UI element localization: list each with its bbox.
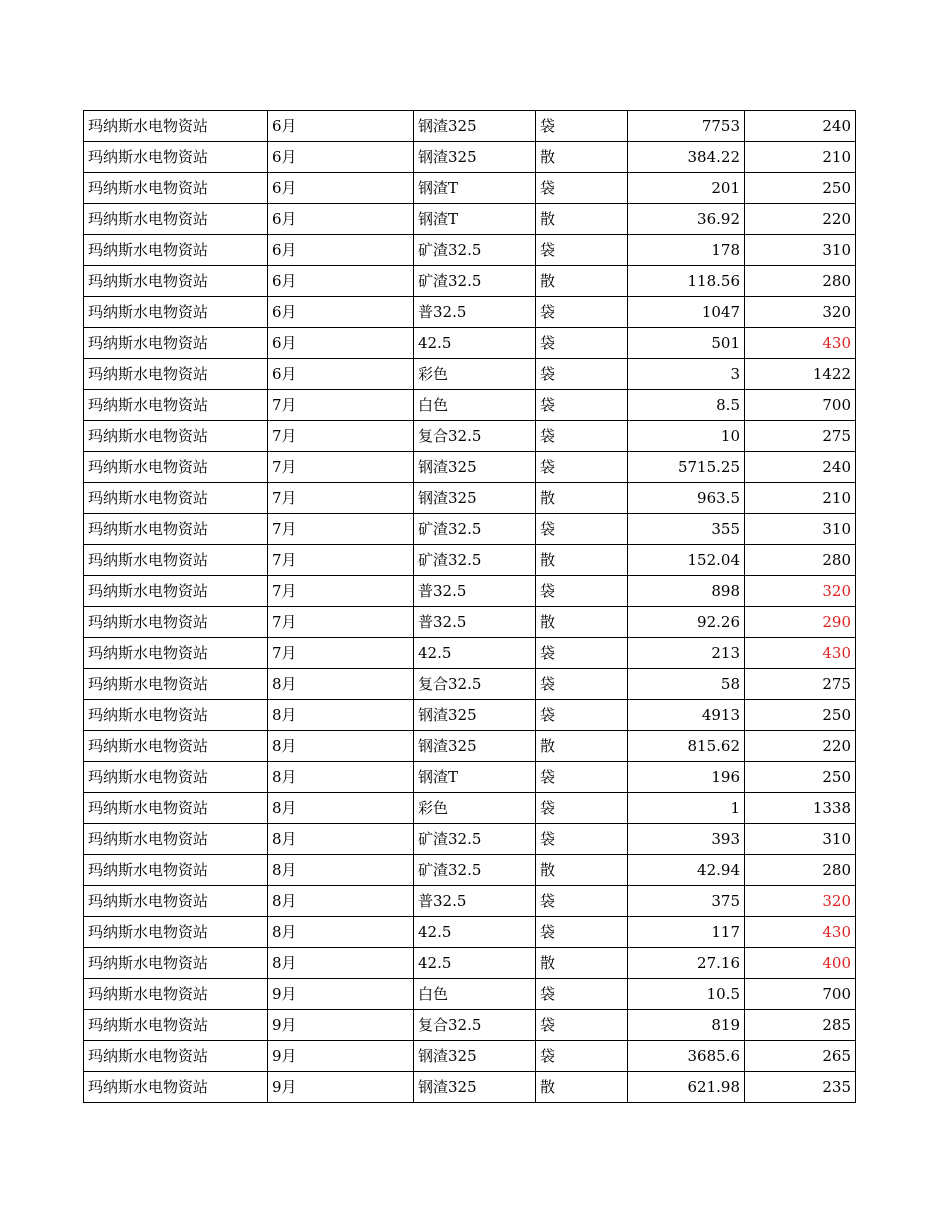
product-cell: 普32.5: [414, 886, 536, 917]
quantity-cell: 10.5: [628, 979, 745, 1010]
month-cell: 9月: [268, 979, 414, 1010]
pack-cell: 袋: [536, 390, 628, 421]
quantity-cell: 355: [628, 514, 745, 545]
product-cell: 钢渣325: [414, 452, 536, 483]
table-row: [84, 886, 856, 917]
table-row: [84, 979, 856, 1010]
price-cell: 275: [745, 421, 856, 452]
product-cell: 普32.5: [414, 297, 536, 328]
product-cell: 钢渣325: [414, 142, 536, 173]
month-cell: 7月: [268, 576, 414, 607]
table-row: [84, 390, 856, 421]
month-cell: 8月: [268, 762, 414, 793]
product-cell: 彩色: [414, 793, 536, 824]
table-row: [84, 948, 856, 979]
product-cell: 钢渣325: [414, 111, 536, 142]
table-row: [84, 111, 856, 142]
quantity-cell: 898: [628, 576, 745, 607]
month-cell: 7月: [268, 607, 414, 638]
station-cell: 玛纳斯水电物资站: [84, 886, 268, 917]
month-cell: 6月: [268, 266, 414, 297]
pack-cell: 袋: [536, 824, 628, 855]
station-cell: 玛纳斯水电物资站: [84, 762, 268, 793]
quantity-cell: 815.62: [628, 731, 745, 762]
price-cell: 430: [745, 917, 856, 948]
price-cell: 220: [745, 731, 856, 762]
quantity-cell: 375: [628, 886, 745, 917]
product-cell: 钢渣325: [414, 1041, 536, 1072]
station-cell: 玛纳斯水电物资站: [84, 328, 268, 359]
quantity-cell: 58: [628, 669, 745, 700]
station-cell: 玛纳斯水电物资站: [84, 204, 268, 235]
month-cell: 8月: [268, 917, 414, 948]
station-cell: 玛纳斯水电物资站: [84, 638, 268, 669]
table-row: [84, 142, 856, 173]
table-row: [84, 793, 856, 824]
pack-cell: 散: [536, 266, 628, 297]
quantity-cell: 8.5: [628, 390, 745, 421]
quantity-cell: 621.98: [628, 1072, 745, 1103]
quantity-cell: 117: [628, 917, 745, 948]
pack-cell: 散: [536, 483, 628, 514]
month-cell: 7月: [268, 483, 414, 514]
price-cell: 265: [745, 1041, 856, 1072]
product-cell: 钢渣T: [414, 762, 536, 793]
product-cell: 矿渣32.5: [414, 545, 536, 576]
price-cell: 280: [745, 266, 856, 297]
quantity-cell: 1: [628, 793, 745, 824]
month-cell: 6月: [268, 204, 414, 235]
month-cell: 7月: [268, 638, 414, 669]
pack-cell: 袋: [536, 452, 628, 483]
month-cell: 9月: [268, 1072, 414, 1103]
station-cell: 玛纳斯水电物资站: [84, 979, 268, 1010]
station-cell: 玛纳斯水电物资站: [84, 235, 268, 266]
table-row: [84, 359, 856, 390]
table-row: [84, 638, 856, 669]
product-cell: 白色: [414, 979, 536, 1010]
product-cell: 42.5: [414, 638, 536, 669]
product-cell: 白色: [414, 390, 536, 421]
price-cell: 240: [745, 452, 856, 483]
price-cell: 400: [745, 948, 856, 979]
table-row: [84, 328, 856, 359]
product-cell: 矿渣32.5: [414, 514, 536, 545]
station-cell: 玛纳斯水电物资站: [84, 669, 268, 700]
month-cell: 7月: [268, 390, 414, 421]
month-cell: 9月: [268, 1041, 414, 1072]
quantity-cell: 10: [628, 421, 745, 452]
product-cell: 复合32.5: [414, 421, 536, 452]
month-cell: 6月: [268, 111, 414, 142]
month-cell: 6月: [268, 173, 414, 204]
quantity-cell: 501: [628, 328, 745, 359]
price-cell: 285: [745, 1010, 856, 1041]
station-cell: 玛纳斯水电物资站: [84, 421, 268, 452]
price-cell: 250: [745, 173, 856, 204]
pack-cell: 袋: [536, 638, 628, 669]
product-cell: 矿渣32.5: [414, 235, 536, 266]
table-row: [84, 669, 856, 700]
price-cell: 320: [745, 886, 856, 917]
price-cell: 310: [745, 824, 856, 855]
pack-cell: 袋: [536, 111, 628, 142]
quantity-cell: 118.56: [628, 266, 745, 297]
price-cell: 290: [745, 607, 856, 638]
price-cell: 220: [745, 204, 856, 235]
month-cell: 6月: [268, 235, 414, 266]
pack-cell: 散: [536, 545, 628, 576]
price-cell: 310: [745, 514, 856, 545]
price-cell: 320: [745, 297, 856, 328]
quantity-cell: 196: [628, 762, 745, 793]
product-cell: 钢渣325: [414, 1072, 536, 1103]
table-row: [84, 266, 856, 297]
table-row: [84, 1010, 856, 1041]
quantity-cell: 152.04: [628, 545, 745, 576]
quantity-cell: 4913: [628, 700, 745, 731]
pack-cell: 袋: [536, 669, 628, 700]
product-cell: 42.5: [414, 948, 536, 979]
product-cell: 钢渣325: [414, 700, 536, 731]
month-cell: 9月: [268, 1010, 414, 1041]
product-cell: 矿渣32.5: [414, 855, 536, 886]
month-cell: 6月: [268, 142, 414, 173]
sales-table-body: [84, 111, 856, 1103]
pack-cell: 袋: [536, 173, 628, 204]
month-cell: 7月: [268, 514, 414, 545]
quantity-cell: 3: [628, 359, 745, 390]
price-cell: 235: [745, 1072, 856, 1103]
price-cell: 320: [745, 576, 856, 607]
quantity-cell: 5715.25: [628, 452, 745, 483]
station-cell: 玛纳斯水电物资站: [84, 297, 268, 328]
month-cell: 8月: [268, 855, 414, 886]
table-row: [84, 514, 856, 545]
table-row: [84, 235, 856, 266]
pack-cell: 袋: [536, 421, 628, 452]
quantity-cell: 36.92: [628, 204, 745, 235]
product-cell: 钢渣325: [414, 731, 536, 762]
station-cell: 玛纳斯水电物资站: [84, 142, 268, 173]
sales-table: [83, 110, 856, 1103]
pack-cell: 袋: [536, 297, 628, 328]
table-row: [84, 824, 856, 855]
station-cell: 玛纳斯水电物资站: [84, 1010, 268, 1041]
month-cell: 8月: [268, 793, 414, 824]
station-cell: 玛纳斯水电物资站: [84, 266, 268, 297]
station-cell: 玛纳斯水电物资站: [84, 1072, 268, 1103]
table-row: [84, 173, 856, 204]
quantity-cell: 963.5: [628, 483, 745, 514]
station-cell: 玛纳斯水电物资站: [84, 111, 268, 142]
pack-cell: 散: [536, 1072, 628, 1103]
station-cell: 玛纳斯水电物资站: [84, 731, 268, 762]
pack-cell: 袋: [536, 793, 628, 824]
pack-cell: 袋: [536, 1010, 628, 1041]
table-row: [84, 607, 856, 638]
price-cell: 240: [745, 111, 856, 142]
month-cell: 8月: [268, 731, 414, 762]
table-row: [84, 297, 856, 328]
station-cell: 玛纳斯水电物资站: [84, 917, 268, 948]
table-row: [84, 1072, 856, 1103]
month-cell: 7月: [268, 452, 414, 483]
price-cell: 280: [745, 855, 856, 886]
station-cell: 玛纳斯水电物资站: [84, 793, 268, 824]
month-cell: 8月: [268, 886, 414, 917]
month-cell: 6月: [268, 328, 414, 359]
pack-cell: 袋: [536, 1041, 628, 1072]
quantity-cell: 393: [628, 824, 745, 855]
pack-cell: 袋: [536, 886, 628, 917]
month-cell: 7月: [268, 421, 414, 452]
quantity-cell: 201: [628, 173, 745, 204]
station-cell: 玛纳斯水电物资站: [84, 173, 268, 204]
month-cell: 6月: [268, 297, 414, 328]
product-cell: 钢渣T: [414, 173, 536, 204]
station-cell: 玛纳斯水电物资站: [84, 1041, 268, 1072]
pack-cell: 散: [536, 142, 628, 173]
quantity-cell: 1047: [628, 297, 745, 328]
table-row: [84, 855, 856, 886]
station-cell: 玛纳斯水电物资站: [84, 824, 268, 855]
price-cell: 430: [745, 328, 856, 359]
table-row: [84, 421, 856, 452]
table-row: [84, 1041, 856, 1072]
table-row: [84, 452, 856, 483]
station-cell: 玛纳斯水电物资站: [84, 390, 268, 421]
price-cell: 1422: [745, 359, 856, 390]
month-cell: 8月: [268, 948, 414, 979]
station-cell: 玛纳斯水电物资站: [84, 700, 268, 731]
quantity-cell: 3685.6: [628, 1041, 745, 1072]
pack-cell: 袋: [536, 979, 628, 1010]
price-cell: 275: [745, 669, 856, 700]
month-cell: 8月: [268, 669, 414, 700]
station-cell: 玛纳斯水电物资站: [84, 545, 268, 576]
product-cell: 彩色: [414, 359, 536, 390]
product-cell: 矿渣32.5: [414, 266, 536, 297]
product-cell: 普32.5: [414, 607, 536, 638]
quantity-cell: 213: [628, 638, 745, 669]
station-cell: 玛纳斯水电物资站: [84, 359, 268, 390]
quantity-cell: 7753: [628, 111, 745, 142]
product-cell: 钢渣T: [414, 204, 536, 235]
product-cell: 复合32.5: [414, 669, 536, 700]
quantity-cell: 92.26: [628, 607, 745, 638]
price-cell: 280: [745, 545, 856, 576]
station-cell: 玛纳斯水电物资站: [84, 514, 268, 545]
price-cell: 210: [745, 483, 856, 514]
station-cell: 玛纳斯水电物资站: [84, 452, 268, 483]
pack-cell: 袋: [536, 235, 628, 266]
pack-cell: 袋: [536, 359, 628, 390]
month-cell: 6月: [268, 359, 414, 390]
pack-cell: 袋: [536, 514, 628, 545]
price-cell: 700: [745, 979, 856, 1010]
pack-cell: 袋: [536, 328, 628, 359]
product-cell: 42.5: [414, 917, 536, 948]
price-cell: 700: [745, 390, 856, 421]
table-row: [84, 576, 856, 607]
table-row: [84, 700, 856, 731]
pack-cell: 散: [536, 204, 628, 235]
price-cell: 310: [745, 235, 856, 266]
quantity-cell: 178: [628, 235, 745, 266]
table-row: [84, 204, 856, 235]
table-row: [84, 483, 856, 514]
pack-cell: 袋: [536, 576, 628, 607]
quantity-cell: 384.22: [628, 142, 745, 173]
station-cell: 玛纳斯水电物资站: [84, 855, 268, 886]
table-row: [84, 545, 856, 576]
product-cell: 42.5: [414, 328, 536, 359]
table-row: [84, 731, 856, 762]
quantity-cell: 819: [628, 1010, 745, 1041]
month-cell: 8月: [268, 700, 414, 731]
station-cell: 玛纳斯水电物资站: [84, 483, 268, 514]
table-row: [84, 762, 856, 793]
pack-cell: 袋: [536, 762, 628, 793]
pack-cell: 散: [536, 855, 628, 886]
station-cell: 玛纳斯水电物资站: [84, 576, 268, 607]
pack-cell: 袋: [536, 700, 628, 731]
pack-cell: 散: [536, 607, 628, 638]
price-cell: 250: [745, 762, 856, 793]
price-cell: 1338: [745, 793, 856, 824]
price-cell: 210: [745, 142, 856, 173]
quantity-cell: 27.16: [628, 948, 745, 979]
product-cell: 钢渣325: [414, 483, 536, 514]
table-row: [84, 917, 856, 948]
product-cell: 矿渣32.5: [414, 824, 536, 855]
product-cell: 普32.5: [414, 576, 536, 607]
product-cell: 复合32.5: [414, 1010, 536, 1041]
quantity-cell: 42.94: [628, 855, 745, 886]
price-cell: 430: [745, 638, 856, 669]
month-cell: 7月: [268, 545, 414, 576]
price-cell: 250: [745, 700, 856, 731]
pack-cell: 袋: [536, 917, 628, 948]
pack-cell: 散: [536, 731, 628, 762]
month-cell: 8月: [268, 824, 414, 855]
station-cell: 玛纳斯水电物资站: [84, 607, 268, 638]
pack-cell: 散: [536, 948, 628, 979]
station-cell: 玛纳斯水电物资站: [84, 948, 268, 979]
